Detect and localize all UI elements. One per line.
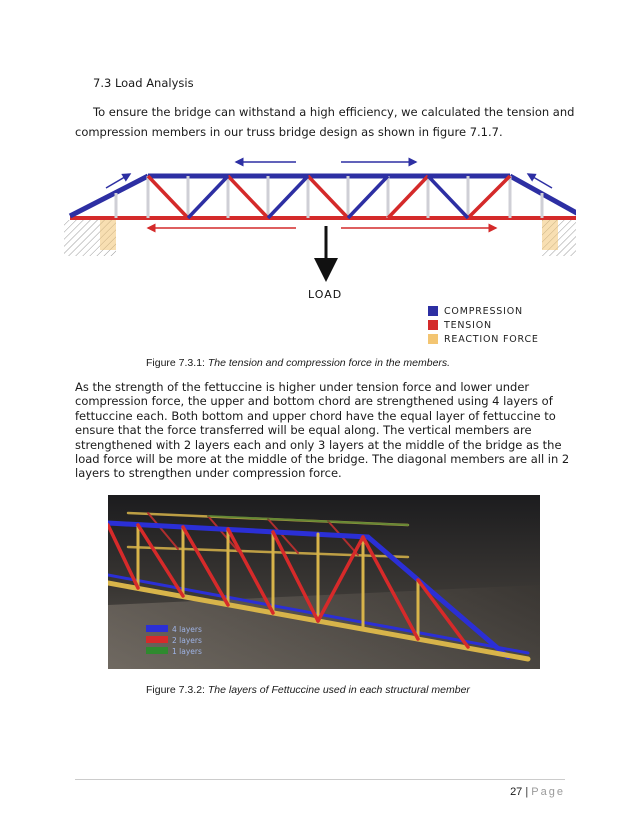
photo-legend-swatch-1: [146, 647, 168, 654]
figure1-caption: [146, 357, 450, 369]
bridge-photo: [108, 495, 540, 669]
photo-legend-label-1: 1 layers: [172, 647, 202, 656]
figure2-caption-prefix: Figure 7.3.2:: [146, 684, 205, 696]
load-label: LOAD: [308, 288, 343, 301]
figure2-caption-text: The layers of Fettuccine used in each structural member: [207, 684, 470, 696]
legend-label-compression: COMPRESSION: [444, 306, 523, 317]
legend-swatch-tension: [428, 320, 438, 330]
legend-swatch-reaction: [428, 334, 438, 344]
left-reaction-block: [100, 220, 116, 250]
photo-legend-label-2: 2 layers: [172, 636, 202, 645]
legend-swatch-compression: [428, 306, 438, 316]
legend-label-tension: TENSION: [444, 320, 492, 331]
intro-paragraph: [75, 102, 575, 142]
photo-legend: [146, 625, 202, 656]
figure2-caption: [146, 684, 470, 696]
photo-legend-swatch-2: [146, 636, 168, 643]
footer-divider: [75, 779, 565, 780]
right-reaction-block: [542, 220, 558, 250]
page-separator: |: [525, 786, 529, 798]
section-heading: 7.3 Load Analysis: [93, 76, 194, 90]
tension-diagonals: [148, 176, 510, 218]
body-paragraph: As the strength of the fettuccine is higher under tension force and lower under compression force, the upper and bottom chord are strengthened using 4 layers of fettuccine each. Both bottom and upper chord have the equal layer of fettuccine to ensure that the force transferred will be equal along. The vertical members are strengthened with 2 layers each and only 3 layers at the middle of the bridge as the load force will be more at the middle of the bridge. The diagonal members are all in 2 layers to strengthen under compression force.: [75, 380, 570, 481]
photo-legend-label-4: 4 layers: [172, 625, 202, 634]
page-number: 27: [510, 786, 523, 798]
figure1-legend: [428, 306, 539, 345]
page-word: Page: [531, 786, 565, 798]
truss-diagram: [56, 148, 576, 348]
left-end-diagonal: [70, 176, 148, 216]
photo-legend-swatch-4: [146, 625, 168, 632]
legend-label-reaction: REACTION FORCE: [444, 334, 539, 345]
figure1-caption-text: The tension and compression force in the members.: [207, 357, 451, 369]
intro-text: To ensure the bridge can withstand a high efficiency, we calculated the tension and compression members in our truss bridge design as shown in figure 7.1.7.: [75, 105, 575, 139]
page-footer: [510, 786, 565, 798]
figure1-caption-prefix: Figure 7.3.1:: [146, 357, 205, 369]
